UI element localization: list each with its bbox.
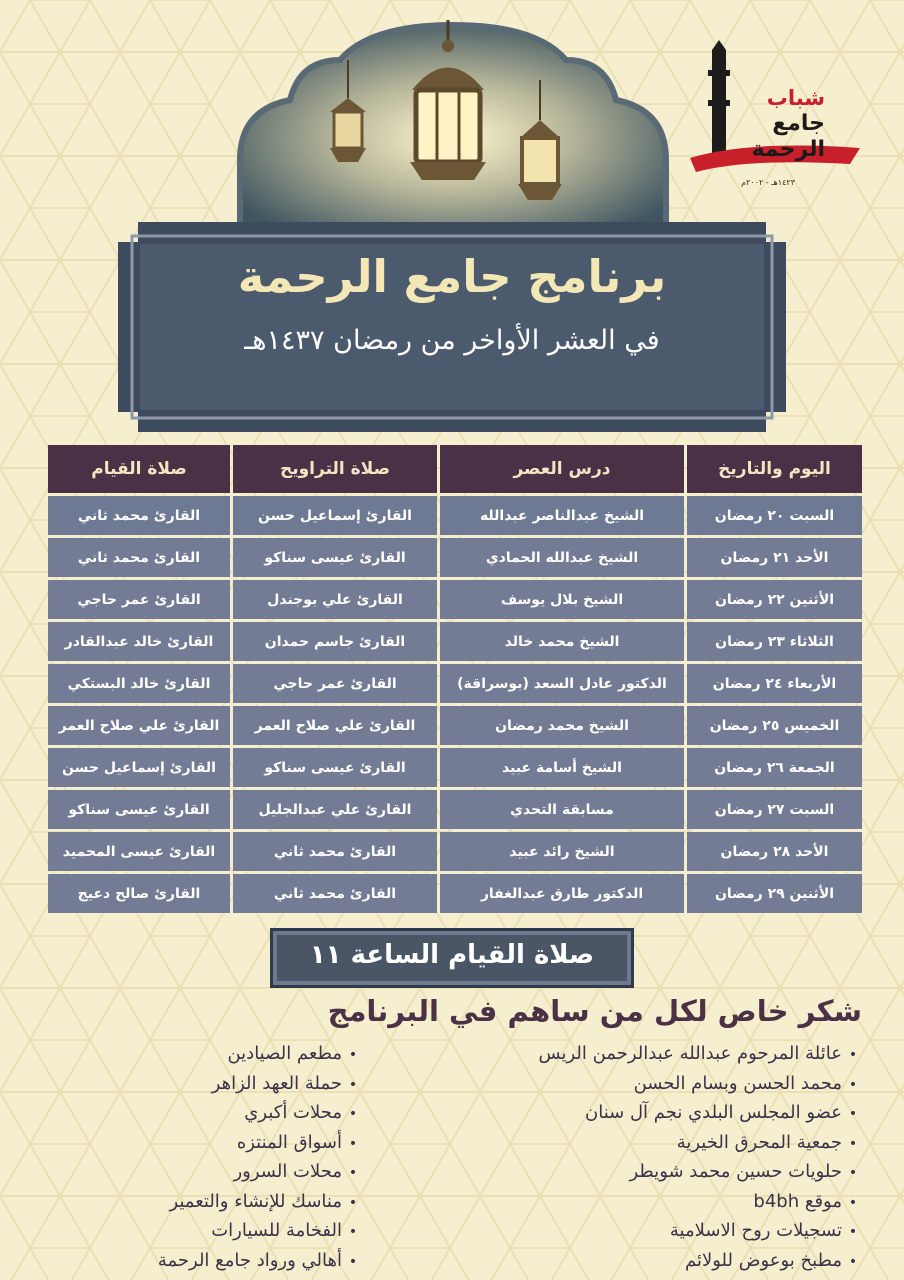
list-item: •مناسك للإنشاء والتعمير <box>34 1188 364 1218</box>
table-row <box>48 748 862 787</box>
cell-qiyam: القارئ عيسى سناكو <box>48 790 230 829</box>
bullet-icon: • <box>848 1106 858 1122</box>
cell-taraweeh: القارئ عمر حاجي <box>233 664 437 703</box>
table-row <box>48 790 862 829</box>
cell-qiyam: القارئ إسماعيل حسن <box>48 748 230 787</box>
bullet-icon: • <box>348 1135 358 1152</box>
thanks-list-left <box>34 1040 364 1276</box>
cell-day: الثلاثاء ٢٣ رمضان <box>687 622 862 661</box>
thanks-heading: شكر خاص لكل من ساهم في البرنامج <box>327 994 862 1028</box>
list-item: •مطعم الصيادين <box>34 1040 364 1070</box>
bullet-icon: • <box>348 1253 358 1270</box>
bullet-icon: • <box>848 1135 858 1152</box>
list-item: •محلات السرور <box>34 1158 364 1188</box>
table-row <box>48 580 862 619</box>
cell-asr: الشيخ محمد رمضان <box>440 706 684 745</box>
cell-qiyam: القارئ محمد ثاني <box>48 538 230 577</box>
cell-taraweeh: القارئ جاسم حمدان <box>233 622 437 661</box>
cell-day: السبت ٢٠ رمضان <box>687 496 862 535</box>
cell-asr: الشيخ عبدالناصر عبدالله <box>440 496 684 535</box>
bullet-icon: • <box>348 1165 358 1181</box>
cell-day: الخميس ٢٥ رمضان <box>687 706 862 745</box>
cell-asr: الشيخ محمد خالد <box>440 622 684 661</box>
logo-line2: جامع <box>772 111 825 136</box>
table-row <box>48 664 862 703</box>
page-subtitle: في العشر الأواخر من رمضان ١٤٣٧هـ <box>244 325 660 356</box>
list-item: •مطبخ بوعوض للولائم <box>424 1247 864 1277</box>
bullet-icon: • <box>848 1253 858 1270</box>
cell-qiyam: القارئ محمد ثاني <box>48 496 230 535</box>
table-row <box>48 538 862 577</box>
cell-day: الأحد ٢١ رمضان <box>687 538 862 577</box>
cell-taraweeh: القارئ علي بوجندل <box>233 580 437 619</box>
bullet-icon: • <box>348 1047 358 1063</box>
cell-taraweeh: القارئ عيسى سناكو <box>233 538 437 577</box>
cell-qiyam: القارئ علي صلاح العمر <box>48 706 230 745</box>
cell-day: الجمعة ٢٦ رمضان <box>687 748 862 787</box>
logo-text <box>752 85 825 163</box>
logo <box>690 40 865 187</box>
header-asr-lesson: درس العصر <box>440 445 684 493</box>
cell-taraweeh: القارئ محمد ثاني <box>233 832 437 871</box>
header-day-date: اليوم والتاريخ <box>687 445 862 493</box>
list-item: •الفخامة للسيارات <box>34 1217 364 1247</box>
bullet-icon: • <box>848 1224 858 1240</box>
list-item: •أهالي ورواد جامع الرحمة <box>34 1247 364 1277</box>
cell-qiyam: القارئ صالح دعيج <box>48 874 230 913</box>
list-item: •حملة العهد الزاهر <box>34 1070 364 1100</box>
list-item: •عائلة المرحوم عبدالله عبدالرحمن الريس <box>424 1040 864 1070</box>
cell-qiyam: القارئ عمر حاجي <box>48 580 230 619</box>
table-row <box>48 496 862 535</box>
bullet-icon: • <box>348 1076 358 1093</box>
bullet-icon: • <box>848 1165 858 1181</box>
list-item: •محلات أكبري <box>34 1099 364 1129</box>
page-title: برنامج جامع الرحمة <box>237 250 667 303</box>
logo-line1: شباب <box>766 86 825 110</box>
bullet-icon: • <box>348 1106 358 1122</box>
header-taraweeh: صلاة التراويح <box>233 445 437 493</box>
cell-asr: الشيخ أسامة عبيد <box>440 748 684 787</box>
bullet-icon: • <box>348 1194 358 1211</box>
cell-taraweeh: القارئ علي صلاح العمر <box>233 706 437 745</box>
lantern-arch-image <box>230 20 676 250</box>
cell-taraweeh: القارئ إسماعيل حسن <box>233 496 437 535</box>
qiyam-time-text: صلاة القيام الساعة ١١ <box>309 940 595 970</box>
list-item: •محمد الحسن وبسام الحسن <box>424 1070 864 1100</box>
table-row <box>48 622 862 661</box>
cell-qiyam: القارئ عيسى المحميد <box>48 832 230 871</box>
cell-taraweeh: القارئ عيسى سناكو <box>233 748 437 787</box>
cell-day: الأثنين ٢٩ رمضان <box>687 874 862 913</box>
bullet-icon: • <box>848 1076 858 1093</box>
logo-line3: الرحمة <box>751 137 825 162</box>
list-item: •حلويات حسين محمد شويطر <box>424 1158 864 1188</box>
table-row <box>48 706 862 745</box>
cell-qiyam: القارئ خالد عبدالقادر <box>48 622 230 661</box>
schedule-table <box>45 442 865 916</box>
cell-asr: الدكتور طارق عبدالغفار <box>440 874 684 913</box>
cell-asr: الدكتور عادل السعد (بوسراقة) <box>440 664 684 703</box>
list-item: •عضو المجلس البلدي نجم آل سنان <box>424 1099 864 1129</box>
cell-day: الأحد ٢٨ رمضان <box>687 832 862 871</box>
header-qiyam: صلاة القيام <box>48 445 230 493</box>
cell-asr: مسابقة التحدي <box>440 790 684 829</box>
list-item: •موقع b4bh <box>424 1188 864 1218</box>
table-row <box>48 874 862 913</box>
list-item: •أسواق المنتزه <box>34 1129 364 1159</box>
logo-date: ١٤٢٣هـ - ٢٠٠٢م <box>741 178 795 187</box>
cell-day: السبت ٢٧ رمضان <box>687 790 862 829</box>
cell-asr: الشيخ بلال يوسف <box>440 580 684 619</box>
cell-day: الأثنين ٢٢ رمضان <box>687 580 862 619</box>
cell-asr: الشيخ عبدالله الحمادي <box>440 538 684 577</box>
thanks-list-right <box>424 1040 864 1276</box>
list-item: •تسجيلات روح الاسلامية <box>424 1217 864 1247</box>
list-item: •جمعية المحرق الخيرية <box>424 1129 864 1159</box>
cell-day: الأربعاء ٢٤ رمضان <box>687 664 862 703</box>
bullet-icon: • <box>848 1194 858 1211</box>
cell-taraweeh: القارئ علي عبدالجليل <box>233 790 437 829</box>
table-row <box>48 832 862 871</box>
bullet-icon: • <box>848 1047 858 1063</box>
cell-asr: الشيخ رائد عبيد <box>440 832 684 871</box>
cell-qiyam: القارئ خالد البستكي <box>48 664 230 703</box>
cell-taraweeh: القارئ محمد ثاني <box>233 874 437 913</box>
bullet-icon: • <box>348 1224 358 1240</box>
table-header-row <box>48 445 862 493</box>
